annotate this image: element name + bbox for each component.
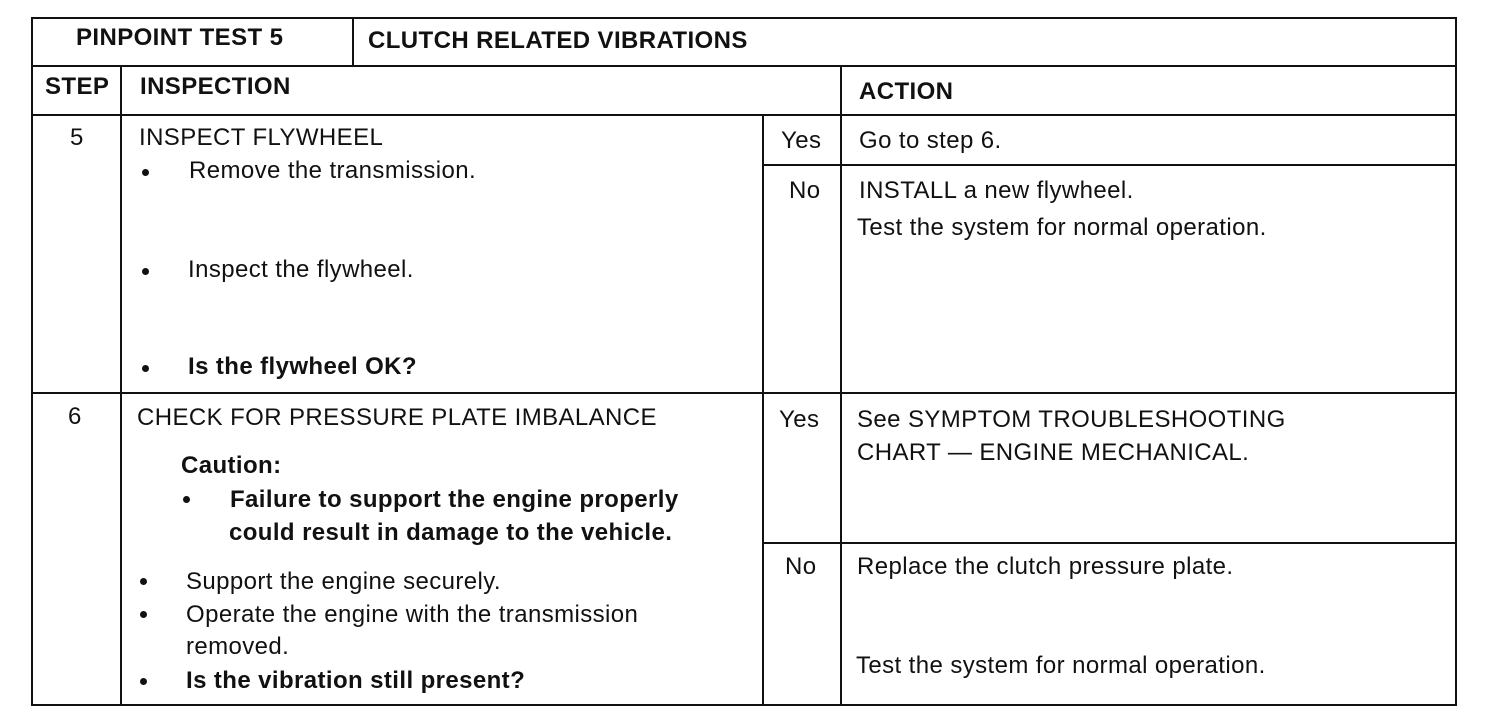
divider-step5-step6 [31, 392, 1457, 394]
bullet-icon [142, 365, 149, 372]
step-number: 5 [70, 124, 84, 151]
bullet-icon [140, 611, 147, 618]
divider-column-headings [31, 114, 1457, 116]
action-text: See SYMPTOM TROUBLESHOOTING [857, 406, 1286, 433]
column-heading-inspection: INSPECTION [140, 73, 291, 100]
divider-step6-yes-no [762, 542, 1457, 544]
action-text: INSTALL a new flywheel. [859, 177, 1134, 204]
bullet-icon [142, 268, 149, 275]
answer-no: No [789, 177, 821, 204]
caution-label: Caution: [181, 452, 282, 479]
inspection-question: Is the vibration still present? [186, 667, 526, 694]
border-bottom [31, 704, 1457, 706]
answer-yes: Yes [779, 406, 820, 433]
inspection-item: Operate the engine with the transmission [186, 601, 639, 628]
divider-header [31, 65, 1457, 67]
action-text: Replace the clutch pressure plate. [857, 553, 1234, 580]
border-top [31, 17, 1457, 19]
inspection-item: Support the engine securely. [186, 568, 501, 595]
caution-text: Failure to support the engine properly [230, 486, 679, 513]
test-label: PINPOINT TEST 5 [76, 24, 284, 51]
divider-step-column [120, 65, 122, 706]
inspection-item: Inspect the flywheel. [188, 256, 414, 283]
divider-action-column [840, 65, 842, 706]
divider-answer-column [762, 114, 764, 706]
answer-no: No [785, 553, 817, 580]
column-heading-step: STEP [45, 73, 110, 100]
bullet-icon [140, 678, 147, 685]
column-heading-action: ACTION [859, 78, 954, 105]
step-title: CHECK FOR PRESSURE PLATE IMBALANCE [137, 404, 657, 431]
bullet-icon [183, 496, 190, 503]
inspection-item: Remove the transmission. [189, 157, 477, 184]
divider-step5-yes-no [762, 164, 1457, 166]
inspection-item: removed. [186, 633, 290, 660]
bullet-icon [140, 578, 147, 585]
action-text: Go to step 6. [859, 127, 1002, 154]
answer-yes: Yes [781, 127, 822, 154]
step-number: 6 [68, 403, 82, 430]
border-right [1455, 17, 1457, 706]
test-title: CLUTCH RELATED VIBRATIONS [368, 27, 748, 54]
caution-text: could result in damage to the vehicle. [229, 519, 673, 546]
divider-header-title [352, 17, 354, 67]
inspection-question: Is the flywheel OK? [188, 353, 417, 380]
action-text: Test the system for normal operation. [857, 214, 1267, 241]
action-text: CHART — ENGINE MECHANICAL. [857, 439, 1250, 466]
bullet-icon [142, 169, 149, 176]
border-left [31, 17, 33, 706]
step-title: INSPECT FLYWHEEL [139, 124, 384, 151]
action-text: Test the system for normal operation. [856, 652, 1266, 679]
